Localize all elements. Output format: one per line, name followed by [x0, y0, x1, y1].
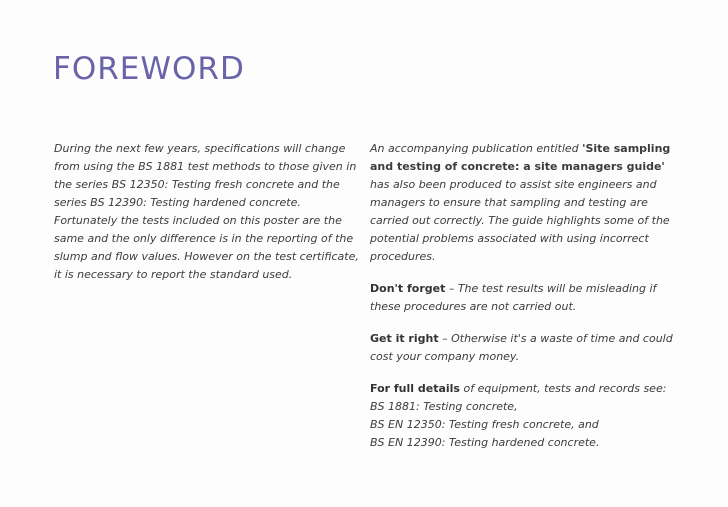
dont-forget-lead: Don't forget: [370, 282, 446, 295]
get-it-right-lead: Get it right: [370, 332, 439, 345]
intro-before: An accompanying publication entitled: [370, 142, 583, 155]
publication-title: 'Site sampling and testing of concrete: a site managers guide': [370, 142, 671, 173]
right-column: [370, 140, 680, 452]
page-title: FOREWORD: [53, 51, 245, 87]
get-it-right-text: – Otherwise it's a waste of time and could cost your company money.: [370, 332, 673, 363]
full-details-text: of equipment, tests and records see: BS 1881: Testing concrete,: [370, 382, 667, 413]
full-details-line-2: BS EN 12350: Testing fresh concrete, and: [370, 418, 599, 431]
full-details-line-3: BS EN 12390: Testing hardened concrete.: [370, 436, 600, 449]
intro-after: has also been produced to assist site engineers and managers to ensure that sampling and testing are carried out correctly. The guide highlights some of the potential problems associated with using incorrect procedures.: [370, 178, 670, 263]
get-it-right-note: [370, 330, 680, 366]
foreword-paragraph: During the next few years, specifications will change from using the BS 1881 test methods to those given in the series BS 12350: Testing fresh concrete and the series BS 12390: Testing hardened concrete. Fortunately the tests included on this poster are the same and the only difference is in the reporting of the slump and flow values. However on the test certificate, it is necessary to report the standard used.: [54, 142, 359, 281]
full-details-note: [370, 380, 680, 452]
dont-forget-text: – The test results will be misleading if these procedures are not carried out.: [370, 282, 657, 313]
left-column: [54, 140, 359, 284]
dont-forget-note: [370, 280, 680, 316]
full-details-lead: For full details: [370, 382, 460, 395]
publication-intro: [370, 140, 680, 266]
